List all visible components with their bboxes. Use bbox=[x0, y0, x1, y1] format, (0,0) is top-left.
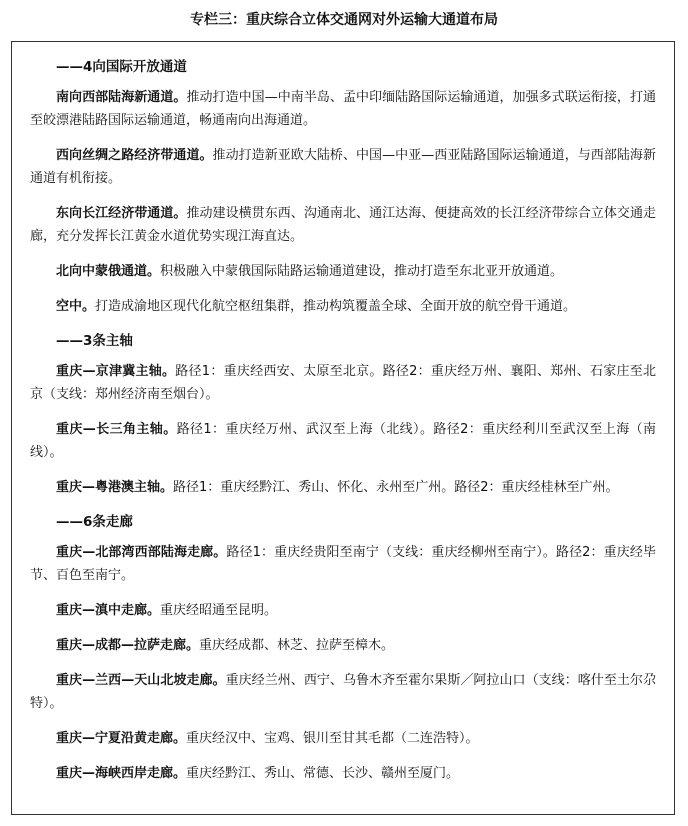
section-heading-international: ——4向国际开放通道 bbox=[56, 59, 187, 75]
entry-corridor-west-strait bbox=[30, 762, 656, 785]
entry-text: 重庆经黔江、秀山、常德、长沙、赣州至厦门。 bbox=[186, 766, 460, 781]
entry-axis-yangtze-delta bbox=[30, 418, 656, 464]
entry-title: 重庆—滇中走廊。 bbox=[56, 603, 161, 618]
entry-text: 推动建设横贯东西、沟通南北、通江达海、便捷高效的长江经济带综合立体交通走廊，充分发挥长江黄金水道优势实现江海直达。 bbox=[30, 206, 656, 244]
entry-text: 路径1：重庆经黔江、秀山、怀化、永州至广州。路径2：重庆经桂林至广州。 bbox=[173, 480, 619, 495]
entry-corridor-ningxia bbox=[30, 727, 656, 750]
entry-title: 重庆—长三角主轴。 bbox=[56, 422, 177, 437]
column-title: 专栏三：重庆综合立体交通网对外运输大通道布局 bbox=[190, 12, 498, 28]
entry-corridor-beibu-gulf bbox=[30, 541, 656, 587]
entry-title: 西向丝绸之路经济带通道。 bbox=[56, 148, 213, 163]
section-heading-corridors: ——6条走廊 bbox=[56, 514, 133, 530]
entry-air-corridor bbox=[30, 295, 656, 318]
entry-text: 重庆经昭通至昆明。 bbox=[160, 603, 278, 618]
entry-text: 打造成渝地区现代化航空枢纽集群，推动构筑覆盖全球、全面开放的航空骨干通道。 bbox=[95, 299, 577, 314]
entry-title: 重庆—北部湾西部陆海走廊。 bbox=[56, 545, 227, 560]
entry-text: 重庆经成都、林芝、拉萨至樟木。 bbox=[199, 638, 395, 653]
entry-corridor-tianshan bbox=[30, 669, 656, 715]
entry-text: 重庆经汉中、宝鸡、银川至甘其毛都（二连浩特）。 bbox=[186, 731, 479, 746]
entry-east-corridor bbox=[30, 202, 656, 248]
section-heading-main-axes: ——3条主轴 bbox=[56, 333, 133, 349]
entry-south-corridor bbox=[30, 86, 656, 132]
entry-corridor-lhasa bbox=[30, 634, 656, 657]
entry-text: 路径1：重庆经西安、太原至北京。路径2：重庆经万州、襄阳、郑州、石家庄至北京（支线：郑州经济南至烟台）。 bbox=[30, 364, 656, 402]
entry-text: 积极融入中蒙俄国际陆路运输通道建设，推动打造至东北亚开放通道。 bbox=[160, 264, 564, 279]
entry-title: 重庆—粤港澳主轴。 bbox=[56, 480, 174, 495]
entry-title: 重庆—京津冀主轴。 bbox=[56, 364, 176, 379]
entry-north-corridor bbox=[30, 260, 656, 283]
entry-title: 南向西部陆海新通道。 bbox=[56, 90, 187, 105]
entry-title: 空中。 bbox=[56, 299, 96, 314]
entry-text: 路径1：重庆经贵阳至南宁（支线：重庆经柳州至南宁）。路径2：重庆经毕节、百色至南宁。 bbox=[30, 545, 656, 583]
entry-corridor-central-yunnan bbox=[30, 599, 656, 622]
entry-title: 北向中蒙俄通道。 bbox=[56, 264, 161, 279]
entry-axis-beijing bbox=[30, 360, 656, 406]
entry-text: 重庆经兰州、西宁、乌鲁木齐至霍尔果斯／阿拉山口（支线：喀什至土尔尕特）。 bbox=[30, 673, 656, 711]
entry-title: 东向长江经济带通道。 bbox=[56, 206, 187, 221]
entry-text: 路径1：重庆经万州、武汉至上海（北线）。路径2：重庆经利川至武汉至上海（南线）。 bbox=[30, 422, 656, 460]
entry-axis-greater-bay bbox=[30, 476, 656, 499]
entry-title: 重庆—海峡西岸走廊。 bbox=[56, 766, 187, 781]
entry-title: 重庆—宁夏沿黄走廊。 bbox=[56, 731, 187, 746]
content-box bbox=[11, 41, 675, 815]
entry-text: 推动打造新亚欧大陆桥、中国—中亚—西亚陆路国际运输通道，与西部陆海新通道有机衔接。 bbox=[30, 148, 656, 186]
entry-text: 推动打造中国—中南半岛、孟中印缅陆路国际运输通道，加强多式联运衔接，打通至皎漂港陆路国际运输通道，畅通南向出海通道。 bbox=[30, 90, 656, 128]
entry-title: 重庆—兰西—天山北坡走廊。 bbox=[56, 673, 226, 688]
entry-title: 重庆—成都—拉萨走廊。 bbox=[56, 638, 200, 653]
entry-west-corridor bbox=[30, 144, 656, 190]
